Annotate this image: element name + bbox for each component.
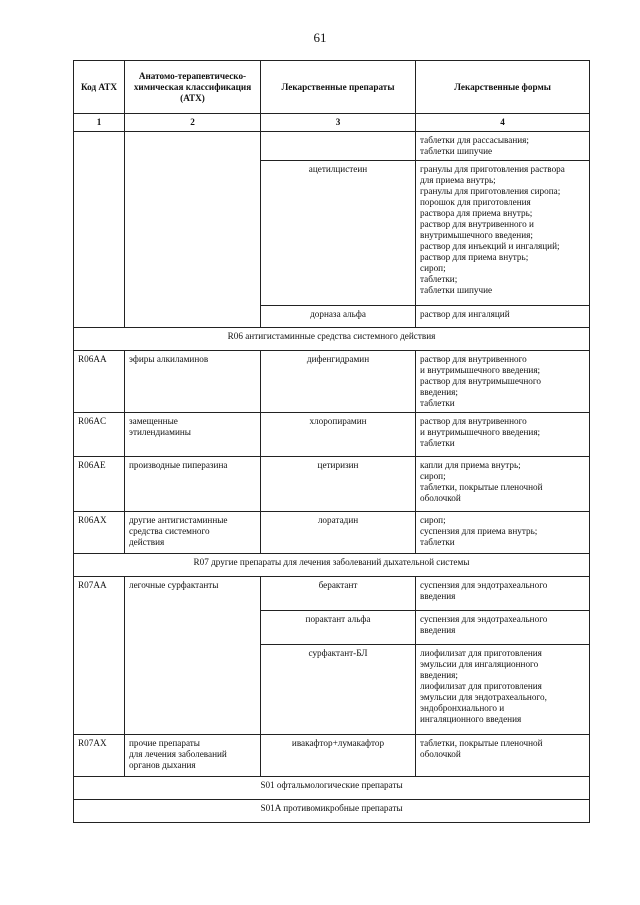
- table-row: [74, 413, 590, 457]
- code-cell: R06AC: [74, 413, 125, 457]
- section-row: [74, 800, 590, 823]
- form-line: и внутримышечного введения;: [420, 365, 541, 375]
- form-line: порошок для приготовления: [420, 197, 531, 207]
- header-forms: Лекарственные формы: [416, 61, 590, 114]
- section-row: [74, 328, 590, 351]
- form-line: эмульсии для ингаляционного: [420, 659, 539, 669]
- section-title-s01a: S01A противомикробные препараты: [74, 800, 590, 823]
- table-row: [74, 512, 590, 554]
- form-line: гранулы для приготовления раствора: [420, 164, 565, 174]
- form-line: суспензия для эндотрахеального: [420, 580, 548, 590]
- group-cell: [125, 457, 261, 512]
- forms-cell: [416, 577, 590, 611]
- group-line: другие антигистаминные: [129, 515, 228, 525]
- form-line: введения: [420, 591, 456, 601]
- form-line: таблетки: [420, 438, 455, 448]
- form-line: таблетки для рассасывания;: [420, 135, 529, 145]
- drug-cell: ацетилцистеин: [261, 161, 416, 306]
- drug-cell: дорназа альфа: [261, 306, 416, 328]
- forms-cell: [416, 132, 590, 161]
- group-cell: [125, 413, 261, 457]
- form-line: гранулы для приготовления сиропа;: [420, 186, 561, 196]
- column-number: 1: [74, 114, 125, 132]
- header-atx-classification: Анатомо-терапевтическо-химическая классификация (АТХ): [125, 61, 261, 114]
- form-line: суспензия для эндотрахеального: [420, 614, 548, 624]
- form-line: раствор для внутривенного: [420, 416, 527, 426]
- column-number: 2: [125, 114, 261, 132]
- form-line: сироп;: [420, 471, 446, 481]
- forms-cell: [416, 351, 590, 413]
- drug-cell: берактант: [261, 577, 416, 611]
- code-cell: [74, 132, 125, 328]
- form-line: раствор для ингаляций: [420, 309, 510, 319]
- forms-cell: [416, 457, 590, 512]
- forms-cell: [416, 645, 590, 735]
- form-line: раствор для внутривенного: [420, 354, 527, 364]
- group-cell: [125, 577, 261, 735]
- code-cell: R06AX: [74, 512, 125, 554]
- form-line: внутримышечного введения;: [420, 230, 533, 240]
- form-line: таблетки;: [420, 274, 458, 284]
- group-line: прочие препараты: [129, 738, 200, 748]
- form-line: таблетки, покрытые пленочной: [420, 738, 543, 748]
- form-line: для приема внутрь;: [420, 175, 496, 185]
- table-row: [74, 577, 590, 611]
- form-line: оболочкой: [420, 493, 461, 503]
- drug-cell: дифенгидрамин: [261, 351, 416, 413]
- atx-table: [73, 60, 590, 823]
- forms-cell: [416, 161, 590, 306]
- table-row: [74, 735, 590, 777]
- forms-cell: [416, 512, 590, 554]
- form-line: раствор для внутримышечного: [420, 376, 541, 386]
- group-cell: [125, 735, 261, 777]
- form-line: капли для приема внутрь;: [420, 460, 521, 470]
- form-line: лиофилизат для приготовления: [420, 681, 542, 691]
- header-drugs: Лекарственные препараты: [261, 61, 416, 114]
- drug-cell: [261, 132, 416, 161]
- form-line: таблетки, покрытые пленочной: [420, 482, 543, 492]
- form-line: раствор для приема внутрь;: [420, 252, 529, 262]
- form-line: и внутримышечного введения;: [420, 427, 541, 437]
- section-title-s01: S01 офтальмологические препараты: [74, 777, 590, 800]
- header-atx-code: Код АТХ: [74, 61, 125, 114]
- code-cell: R06AE: [74, 457, 125, 512]
- forms-cell: [416, 735, 590, 777]
- group-cell: [125, 351, 261, 413]
- table-row: [74, 457, 590, 512]
- table-row: [74, 132, 590, 161]
- group-line: производные пиперазина: [129, 460, 228, 470]
- group-line: легочные сурфактанты: [129, 580, 219, 590]
- forms-cell: [416, 306, 590, 328]
- form-line: сироп;: [420, 263, 446, 273]
- section-title-r07: R07 другие препараты для лечения заболеваний дыхательной системы: [74, 554, 590, 577]
- table-header-row: [74, 61, 590, 114]
- form-line: таблетки: [420, 537, 455, 547]
- drug-cell: цетиризин: [261, 457, 416, 512]
- group-line: для лечения заболеваний: [129, 749, 227, 759]
- code-cell: R07AX: [74, 735, 125, 777]
- form-line: таблетки шипучие: [420, 285, 493, 295]
- form-line: таблетки шипучие: [420, 146, 493, 156]
- group-line: действия: [129, 537, 165, 547]
- form-line: введения;: [420, 387, 458, 397]
- drug-cell: сурфактант-БЛ: [261, 645, 416, 735]
- section-row: [74, 777, 590, 800]
- table-row: [74, 351, 590, 413]
- page-number: 61: [313, 30, 327, 45]
- drug-cell: порактант альфа: [261, 611, 416, 645]
- form-line: введения;: [420, 670, 458, 680]
- group-line: средства системного: [129, 526, 210, 536]
- form-line: раствор для внутривенного и: [420, 219, 534, 229]
- form-line: введения: [420, 625, 456, 635]
- group-line: эфиры алкиламинов: [129, 354, 209, 364]
- form-line: эмульсии для эндотрахеального,: [420, 692, 547, 702]
- group-line: этилендиамины: [129, 427, 191, 437]
- form-line: оболочкой: [420, 749, 461, 759]
- section-title-r06: R06 антигистаминные средства системного действия: [74, 328, 590, 351]
- form-line: таблетки: [420, 398, 455, 408]
- form-line: раствора для приема внутрь;: [420, 208, 533, 218]
- code-cell: R07AA: [74, 577, 125, 735]
- group-line: органов дыхания: [129, 760, 196, 770]
- form-line: сироп;: [420, 515, 446, 525]
- group-cell: [125, 132, 261, 328]
- section-row: [74, 554, 590, 577]
- form-line: раствор для инъекций и ингаляций;: [420, 241, 560, 251]
- form-line: ингаляционного введения: [420, 714, 522, 724]
- code-cell: R06AA: [74, 351, 125, 413]
- drug-cell: хлоропирамин: [261, 413, 416, 457]
- group-cell: [125, 512, 261, 554]
- drug-cell: лоратадин: [261, 512, 416, 554]
- drug-cell: ивакафтор+лумакафтор: [261, 735, 416, 777]
- form-line: суспензия для приема внутрь;: [420, 526, 538, 536]
- form-line: лиофилизат для приготовления: [420, 648, 542, 658]
- column-number-row: [74, 114, 590, 132]
- form-line: эндобронхиального и: [420, 703, 505, 713]
- group-line: замещенные: [129, 416, 178, 426]
- forms-cell: [416, 413, 590, 457]
- forms-cell: [416, 611, 590, 645]
- column-number: 4: [416, 114, 590, 132]
- column-number: 3: [261, 114, 416, 132]
